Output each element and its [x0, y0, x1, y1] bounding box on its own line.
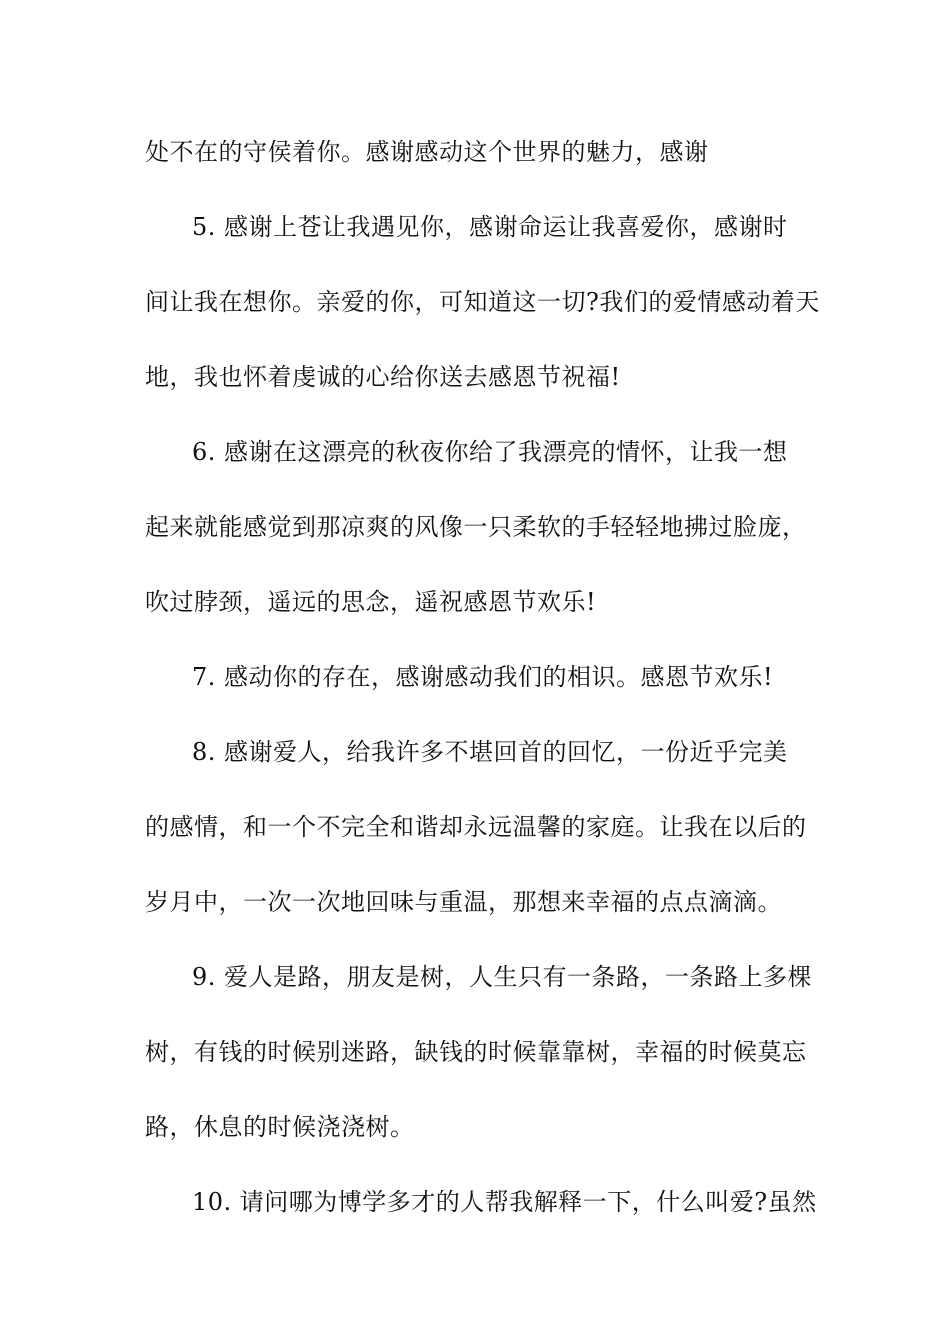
text-line: 路，休息的时候浇浇树。	[145, 1113, 415, 1141]
list-item-7-line: 7. 感动你的存在，感谢感动我们的相识。感恩节欢乐!	[192, 663, 774, 691]
list-item-8-line: 8. 感谢爱人，给我许多不堪回首的回忆，一份近乎完美	[192, 738, 788, 766]
text-line: 岁月中，一次一次地回味与重温，那想来幸福的点点滴滴。	[145, 888, 782, 916]
text-line: 处不在的守侯着你。感谢感动这个世界的魅力，感谢	[145, 138, 709, 166]
list-item-10-line: 10. 请问哪为博学多才的人帮我解释一下，什么叫爱?虽然	[192, 1188, 817, 1216]
text-line: 地，我也怀着虔诚的心给你送去感恩节祝福!	[145, 363, 621, 391]
text-line: 的感情，和一个不完全和谐却永远温馨的家庭。让我在以后的	[145, 813, 807, 841]
text-line: 起来就能感觉到那凉爽的风像一只柔软的手轻轻地拂过脸庞，	[145, 513, 807, 541]
list-item-6-line: 6. 感谢在这漂亮的秋夜你给了我漂亮的情怀，让我一想	[192, 438, 788, 466]
text-line: 吹过脖颈，遥远的思念，遥祝感恩节欢乐!	[145, 588, 597, 616]
list-item-5-line: 5. 感谢上苍让我遇见你，感谢命运让我喜爱你，感谢时	[192, 213, 788, 241]
text-line: 树，有钱的时候别迷路，缺钱的时候靠靠树，幸福的时候莫忘	[145, 1038, 807, 1066]
list-item-9-line: 9. 爱人是路，朋友是树，人生只有一条路，一条路上多棵	[192, 963, 813, 991]
text-line: 间让我在想你。亲爱的你，可知道这一切?我们的爱情感动着天	[145, 288, 820, 316]
